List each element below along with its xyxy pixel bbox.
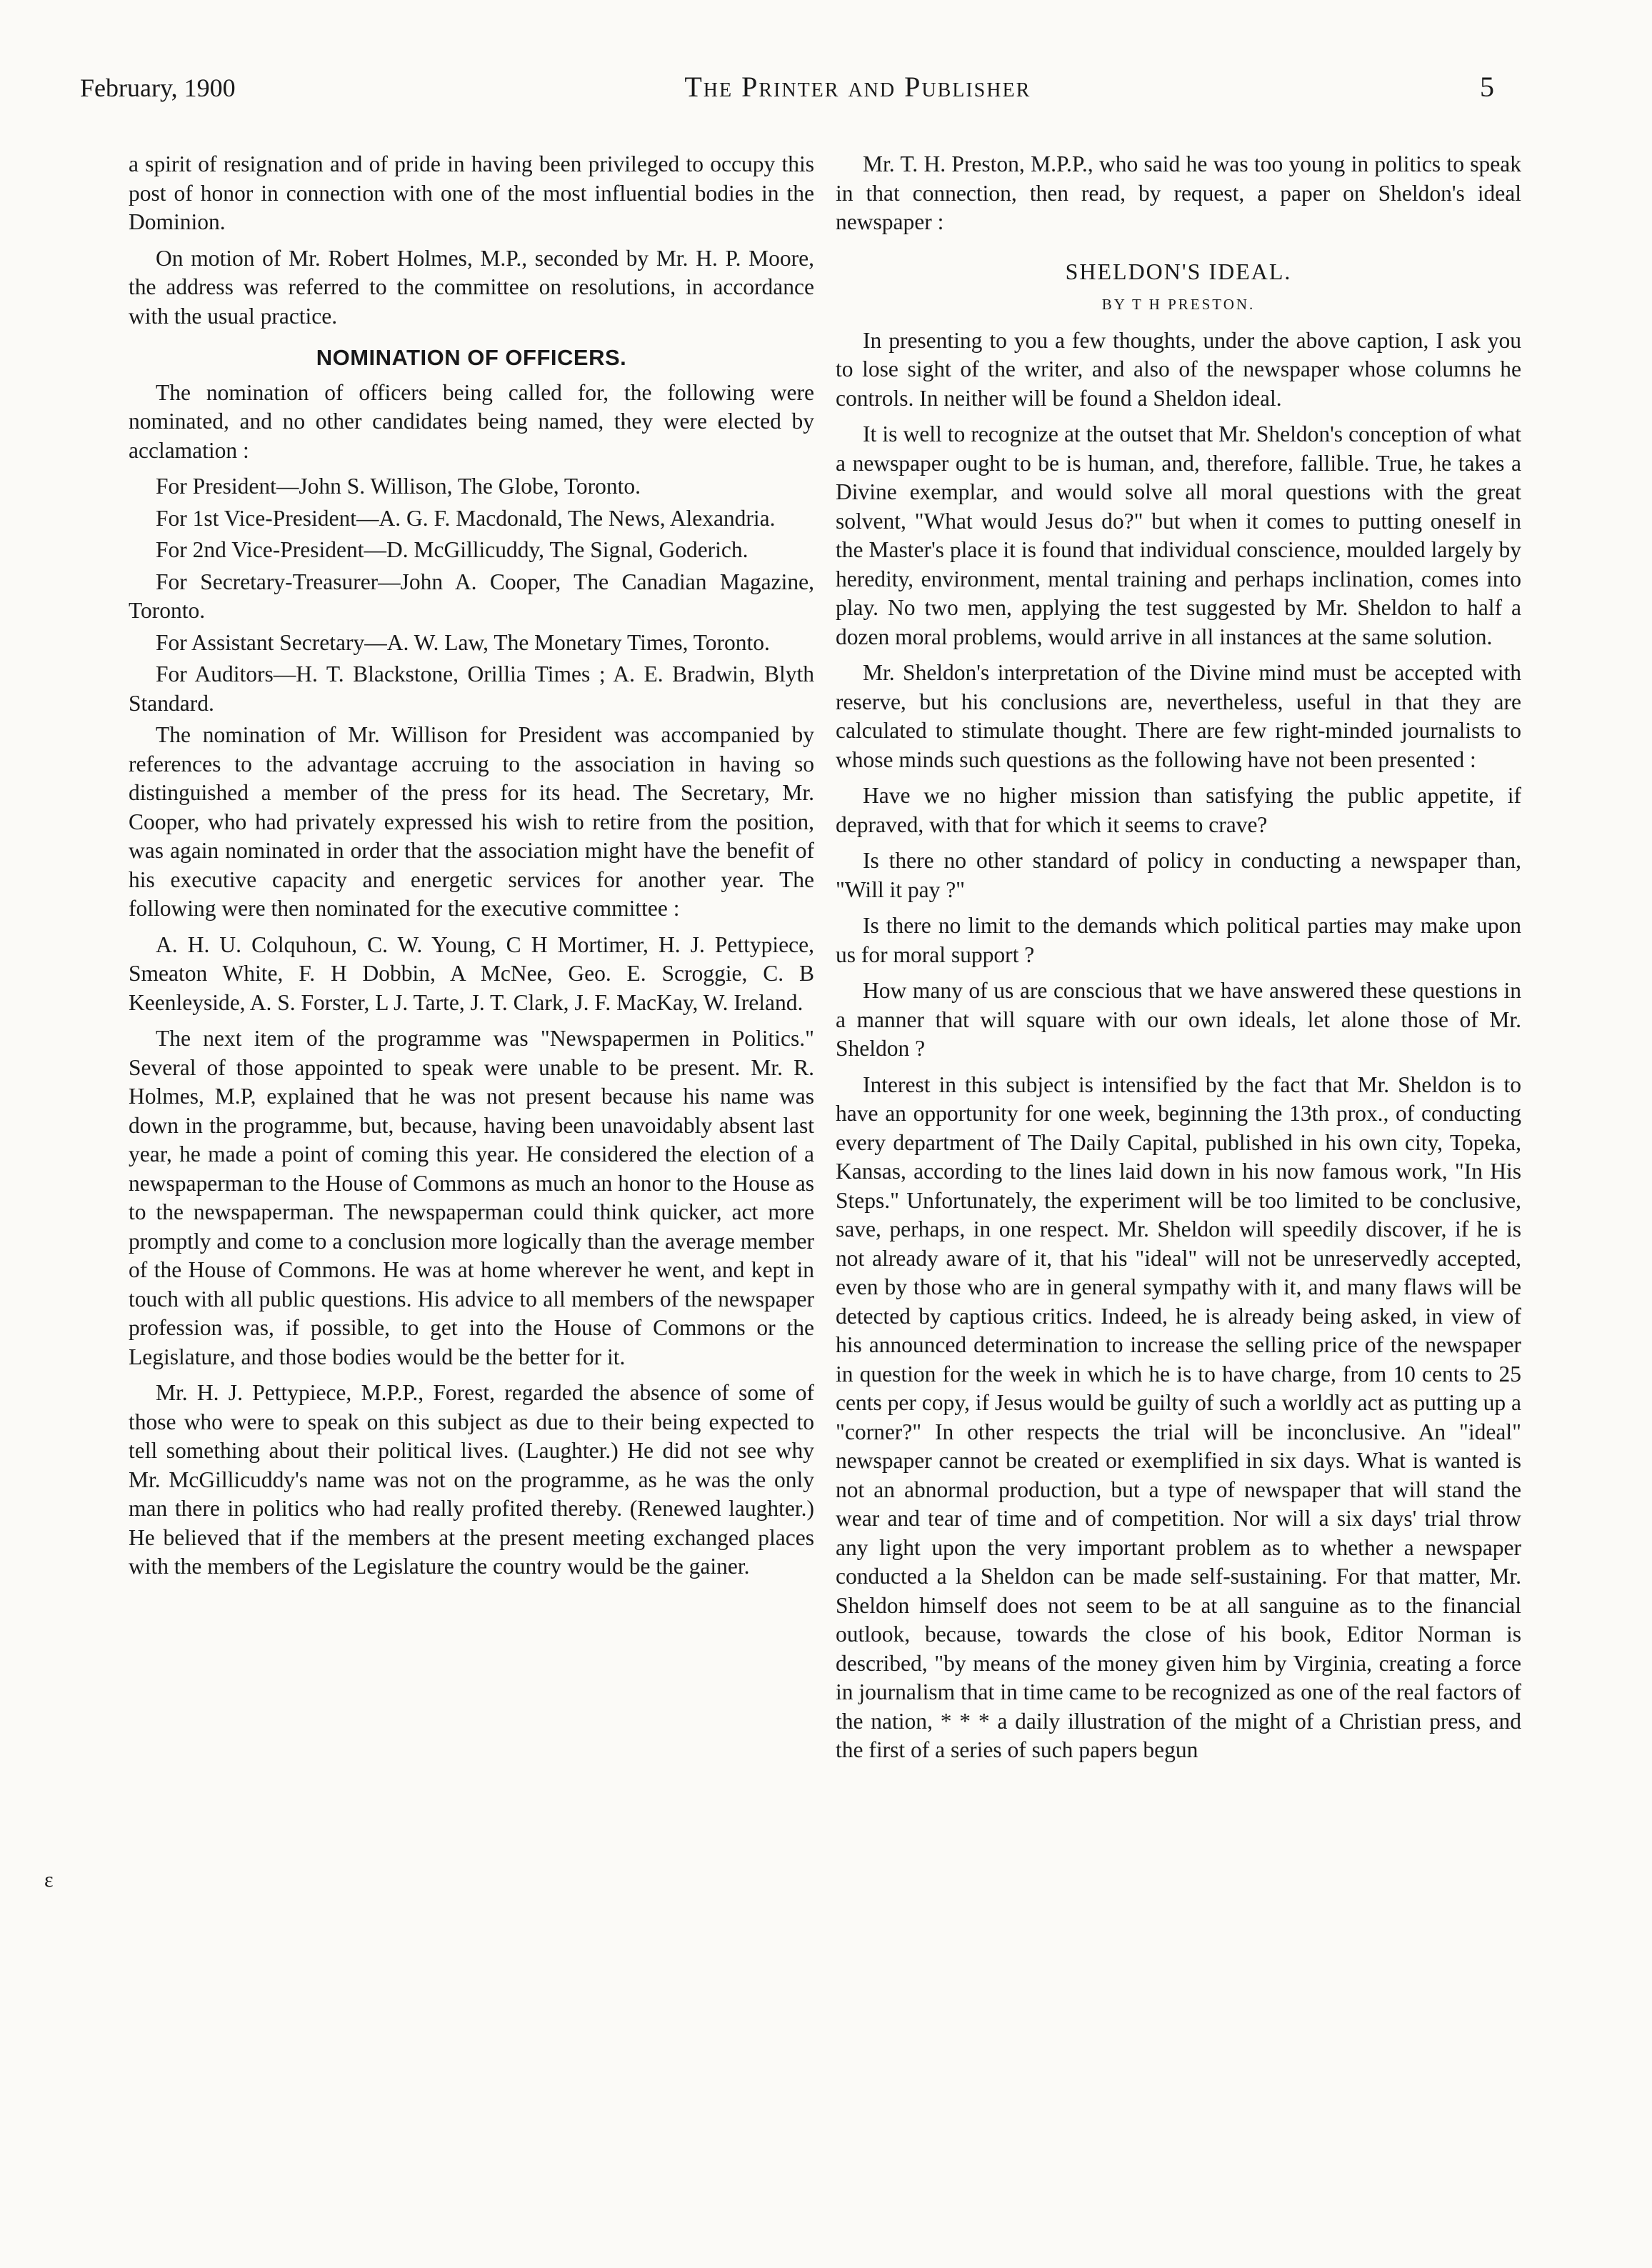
paragraph: Mr. Sheldon's interpretation of the Divine mind must be accepted with reserve, but his conclusions are, nevertheless, useful in that they are calculated to stimulate thought. There are few right-minded journalists to whose minds such questions as the following have not been presented : <box>836 660 1521 772</box>
right-column <box>836 150 1521 2193</box>
paragraph: a spirit of resignation and of pride in having been privileged to occupy this post of honor in connection with one of the most influential bodies in the Dominion. <box>129 151 814 234</box>
paragraph: The nomination of officers being called for, the following were nominated, and no other candidates being named, they were elected by acclamation : <box>129 379 814 463</box>
paragraph: Mr. H. J. Pettypiece, M.P.P., Forest, regarded the absence of some of those who were to speak on this subject as due to their being expected to tell something about their political lives. (Laughter.) He did not see why Mr. McGillicuddy's name was not on the programme, as he was the only man there in politics who had really profited thereby. (Renewed laughter.) He believed that if the members at the present meeting exchanged places with the members of the Legislature the country would be the gainer. <box>129 1380 814 1579</box>
officer-entry: For Secretary-Treasurer—John A. Cooper, The Canadian Magazine, Toronto. <box>129 569 814 623</box>
paragraph: In presenting to you a few thoughts, under the above caption, I ask you to lose sight of the writer, and also of the newspaper whose columns he controls. In neither will be found a Sheldon ideal. <box>836 327 1521 411</box>
running-title: The Printer and Publisher <box>684 71 1031 103</box>
byline: BY T H PRESTON. <box>1101 296 1256 313</box>
question: Is there no limit to the demands which political parties may make upon us for moral support ? <box>836 913 1521 967</box>
paragraph: Interest in this subject is intensified by the fact that Mr. Sheldon is to have an opportunity for one week, beginning the 13th prox., of conducting every department of The Daily Capital, published in his own city, Topeka, Kansas, according to the lines laid down in his now famous work, "In His Steps." Unfortunately, the experiment will be too limited to be conclusive, save, perhaps, in one respect. Mr. Sheldon will speedily discover, if he is not already aware of it, that his "ideal" will not be unreservedly accepted, even by those who are in general sympathy with it, and many flaws will be detected by captious critics. Indeed, he is already being asked, in view of his announced determination to increase the selling price of the newspaper in question for the week in which he is to have charge, from 10 cents to 25 cents per copy, if Jesus would be guilty of such a worldly act as putting up a "corner?" In other respects the trial will be inconclusive. An "ideal" newspaper cannot be created or exemplified in six days. What is wanted is not an abnormal production, but a type of newspaper that will stand the wear and tear of time and of competition. Nor will a six days' trial throw any light upon the very important problem as to whether a newspaper conducted a la Sheldon can be made self-sustaining. For that matter, Mr. Sheldon himself does not seem to be at all sanguine as to the financial outlook, because, towards the close of his book, Editor Norman is described, "by means of the money given him by Virginia, creating a force in journalism that in time came to be recognized as one of the real factors of the nation, * * * a daily illustration of the might of a Christian press, and the first of a series of such papers begun <box>836 1071 1521 1762</box>
officer-list <box>129 472 814 718</box>
question: Have we no higher mission than satisfying the public appetite, if depraved, with that for which it seems to crave? <box>836 783 1521 837</box>
paragraph: Mr. T. H. Preston, M.P.P., who said he was too young in politics to speak in that connection, then read, by request, a paper on Sheldon's ideal newspaper : <box>836 151 1521 234</box>
margin-mark: ε <box>44 1868 54 1892</box>
article-title: SHELDON'S IDEAL. <box>1065 258 1292 284</box>
running-header <box>80 70 1494 113</box>
officer-entry: For President—John S. Willison, The Globe, Toronto. <box>156 474 641 499</box>
officer-entry: For Assistant Secretary—A. W. Law, The Monetary Times, Toronto. <box>156 629 770 655</box>
officer-entry: For 1st Vice-President—A. G. F. Macdonald, The News, Alexandria. <box>156 505 776 531</box>
paragraph: The nomination of Mr. Willison for President was accompanied by references to the advantage accruing to the association in having so distinguished a member of the press for its head. The Secretary, Mr. Cooper, who had privately expressed his wish to retire from the position, was again nominated in order that the association might have the benefit of his executive capacity and energetic services for another year. The following were then nominated for the executive committee : <box>129 722 814 921</box>
paragraph: It is well to recognize at the outset that Mr. Sheldon's conception of what a newspaper ought to be is human, and, therefore, fallible. True, he takes a Divine exemplar, and would solve all moral questions with the great solvent, "What would Jesus do?" but when it comes to putting oneself in the Master's place it is found that individual conscience, moulded largely by heredity, environment, mental training and perhaps inclination, comes into play. No two men, applying the test suggested by Mr. Sheldon to half a dozen moral problems, would arrive in all instances at the same solution. <box>836 421 1521 649</box>
paragraph: The next item of the programme was "Newspapermen in Politics." Several of those appointed to speak were unable to be present. Mr. R. Holmes, M.P, explained that he was not present because his name was down in the programme, but, because, having been unavoidably absent last year, he made a point of coming this year. He considered the election of a newspaperman to the House of Commons as much an honor to the House as to the newspaperman. The newspaperman could think quicker, act more promptly and come to a conclusion more logically than the average member of the House of Commons. He was at home wherever he went, and kept in touch with all public questions. His advice to all members of the newspaper profession was, if possible, to get into the House of Commons or the Legislature, and those bodies would be the better for it. <box>129 1026 814 1369</box>
question: How many of us are conscious that we have answered these questions in a manner that will square with our own ideals, let alone those of Mr. Sheldon ? <box>836 978 1521 1061</box>
left-column <box>129 150 814 2193</box>
officer-entry: For Auditors—H. T. Blackstone, Orillia Times ; A. E. Bradwin, Blyth Standard. <box>129 661 814 716</box>
question: Is there no other standard of policy in conducting a newspaper than, "Will it pay ?" <box>836 848 1521 902</box>
committee-list: A. H. U. Colquhoun, C. W. Young, C H Mortimer, H. J. Pettypiece, Smeaton White, F. H Dobbin, A McNee, Geo. E. Scroggie, C. B Keenleyside, A. S. Forster, L J. Tarte, J. T. Clark, J. F. MacKay, W. Ireland. <box>129 931 814 1015</box>
page-number: 5 <box>1479 71 1494 103</box>
section-heading: NOMINATION OF OFFICERS. <box>316 345 627 370</box>
officer-entry: For 2nd Vice-President—D. McGillicuddy, The Signal, Goderich. <box>156 537 749 562</box>
paragraph: On motion of Mr. Robert Holmes, M.P., seconded by Mr. H. P. Moore, the address was referred to the committee on resolutions, in accordance with the usual practice. <box>129 245 814 329</box>
issue-date: February, 1900 <box>80 74 236 102</box>
